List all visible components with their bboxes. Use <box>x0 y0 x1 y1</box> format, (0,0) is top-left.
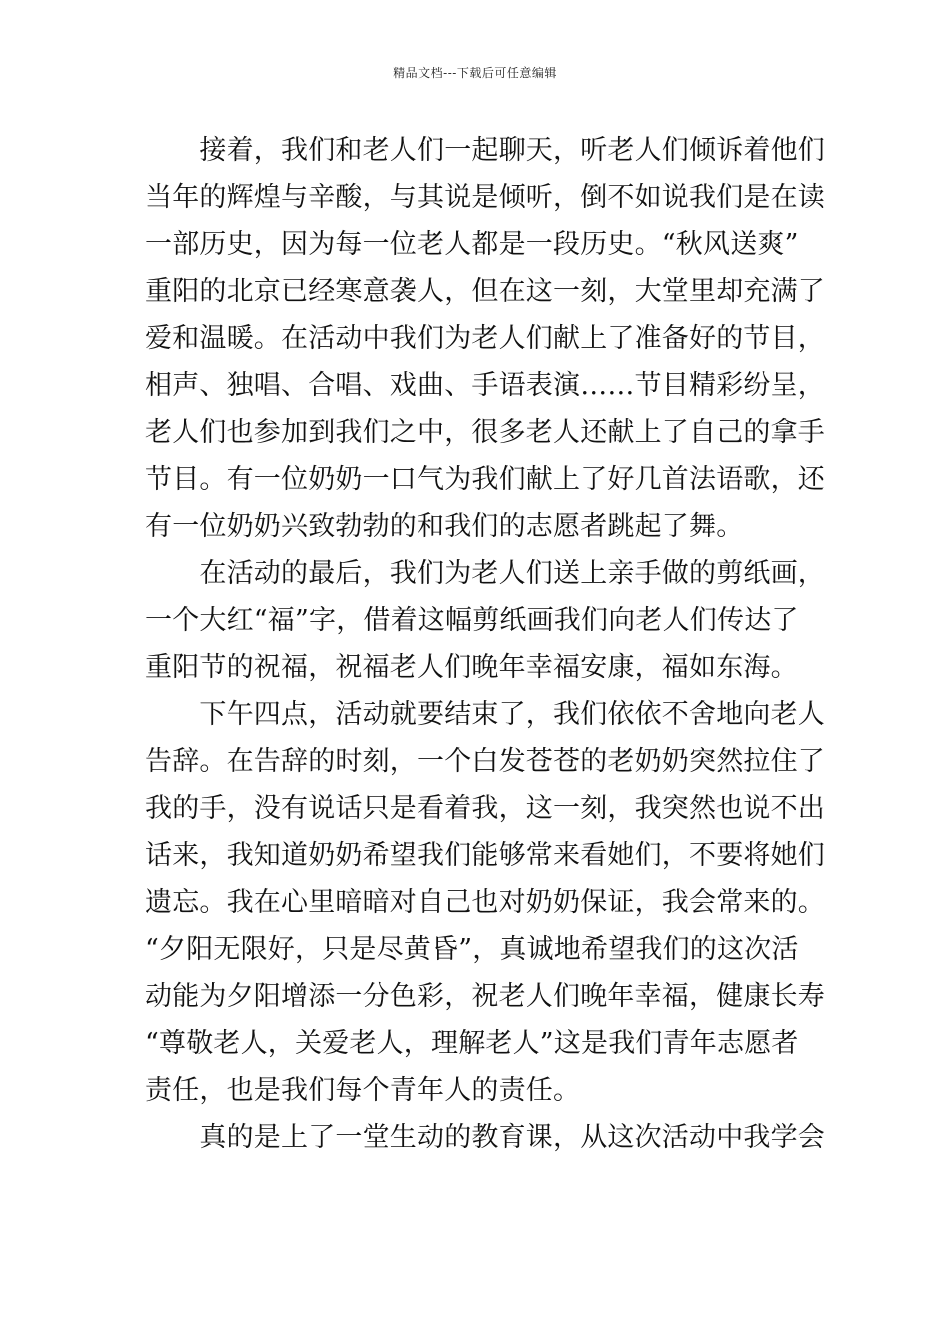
text-line: 接着，我们和老人们一起聊天，听老人们倾诉着他们 <box>145 135 825 166</box>
text-line: 一部历史，因为每一位老人都是一段历史。“秋风送爽” <box>145 229 799 260</box>
text-line: 有一位奶奶兴致勃勃的和我们的志愿者跳起了舞。 <box>145 511 744 542</box>
text-line: 在活动的最后，我们为老人们送上亲手做的剪纸画， <box>145 558 825 589</box>
text-line: “尊敬老人，关爱老人，理解老人”这是我们青年志愿者 <box>145 1028 799 1059</box>
text-line: 节目。有一位奶奶一口气为我们献上了好几首法语歌，还 <box>145 464 825 495</box>
text-line: 一个大红“福”字，借着这幅剪纸画我们向老人们传达了 <box>145 605 799 636</box>
text-line: 重阳节的祝福，祝福老人们晚年幸福安康，福如东海。 <box>145 652 798 683</box>
text-line: 告辞。在告辞的时刻，一个白发苍苍的老奶奶突然拉住了 <box>145 746 825 777</box>
text-line: 老人们也参加到我们之中，很多老人还献上了自己的拿手 <box>145 417 825 448</box>
text-line: 责任，也是我们每个青年人的责任。 <box>145 1075 581 1106</box>
text-line: 下午四点，活动就要结束了，我们依依不舍地向老人 <box>145 699 825 730</box>
text-line: 重阳的北京已经寒意袭人，但在这一刻，大堂里却充满了 <box>145 276 825 307</box>
text-line: 遗忘。我在心里暗暗对自己也对奶奶保证，我会常来的。 <box>145 887 825 918</box>
text-line: 当年的辉煌与辛酸，与其说是倾听，倒不如说我们是在读 <box>145 182 825 213</box>
text-line: 我的手，没有说话只是看着我，这一刻，我突然也说不出 <box>145 793 825 824</box>
text-line: 真的是上了一堂生动的教育课，从这次活动中我学会 <box>145 1122 825 1153</box>
text-line: 话来，我知道奶奶希望我们能够常来看她们，不要将她们 <box>145 840 825 871</box>
page-header: 精品文档---下载后可任意编辑 <box>393 66 557 80</box>
text-line: “夕阳无限好，只是尽黄昏”，真诚地希望我们的这次活 <box>145 934 799 965</box>
text-line: 相声、独唱、合唱、戏曲、手语表演……节目精彩纷呈， <box>145 370 825 401</box>
text-line: 爱和温暖。在活动中我们为老人们献上了准备好的节目， <box>145 323 825 354</box>
text-line: 动能为夕阳增添一分色彩，祝老人们晚年幸福，健康长寿 <box>145 981 825 1012</box>
